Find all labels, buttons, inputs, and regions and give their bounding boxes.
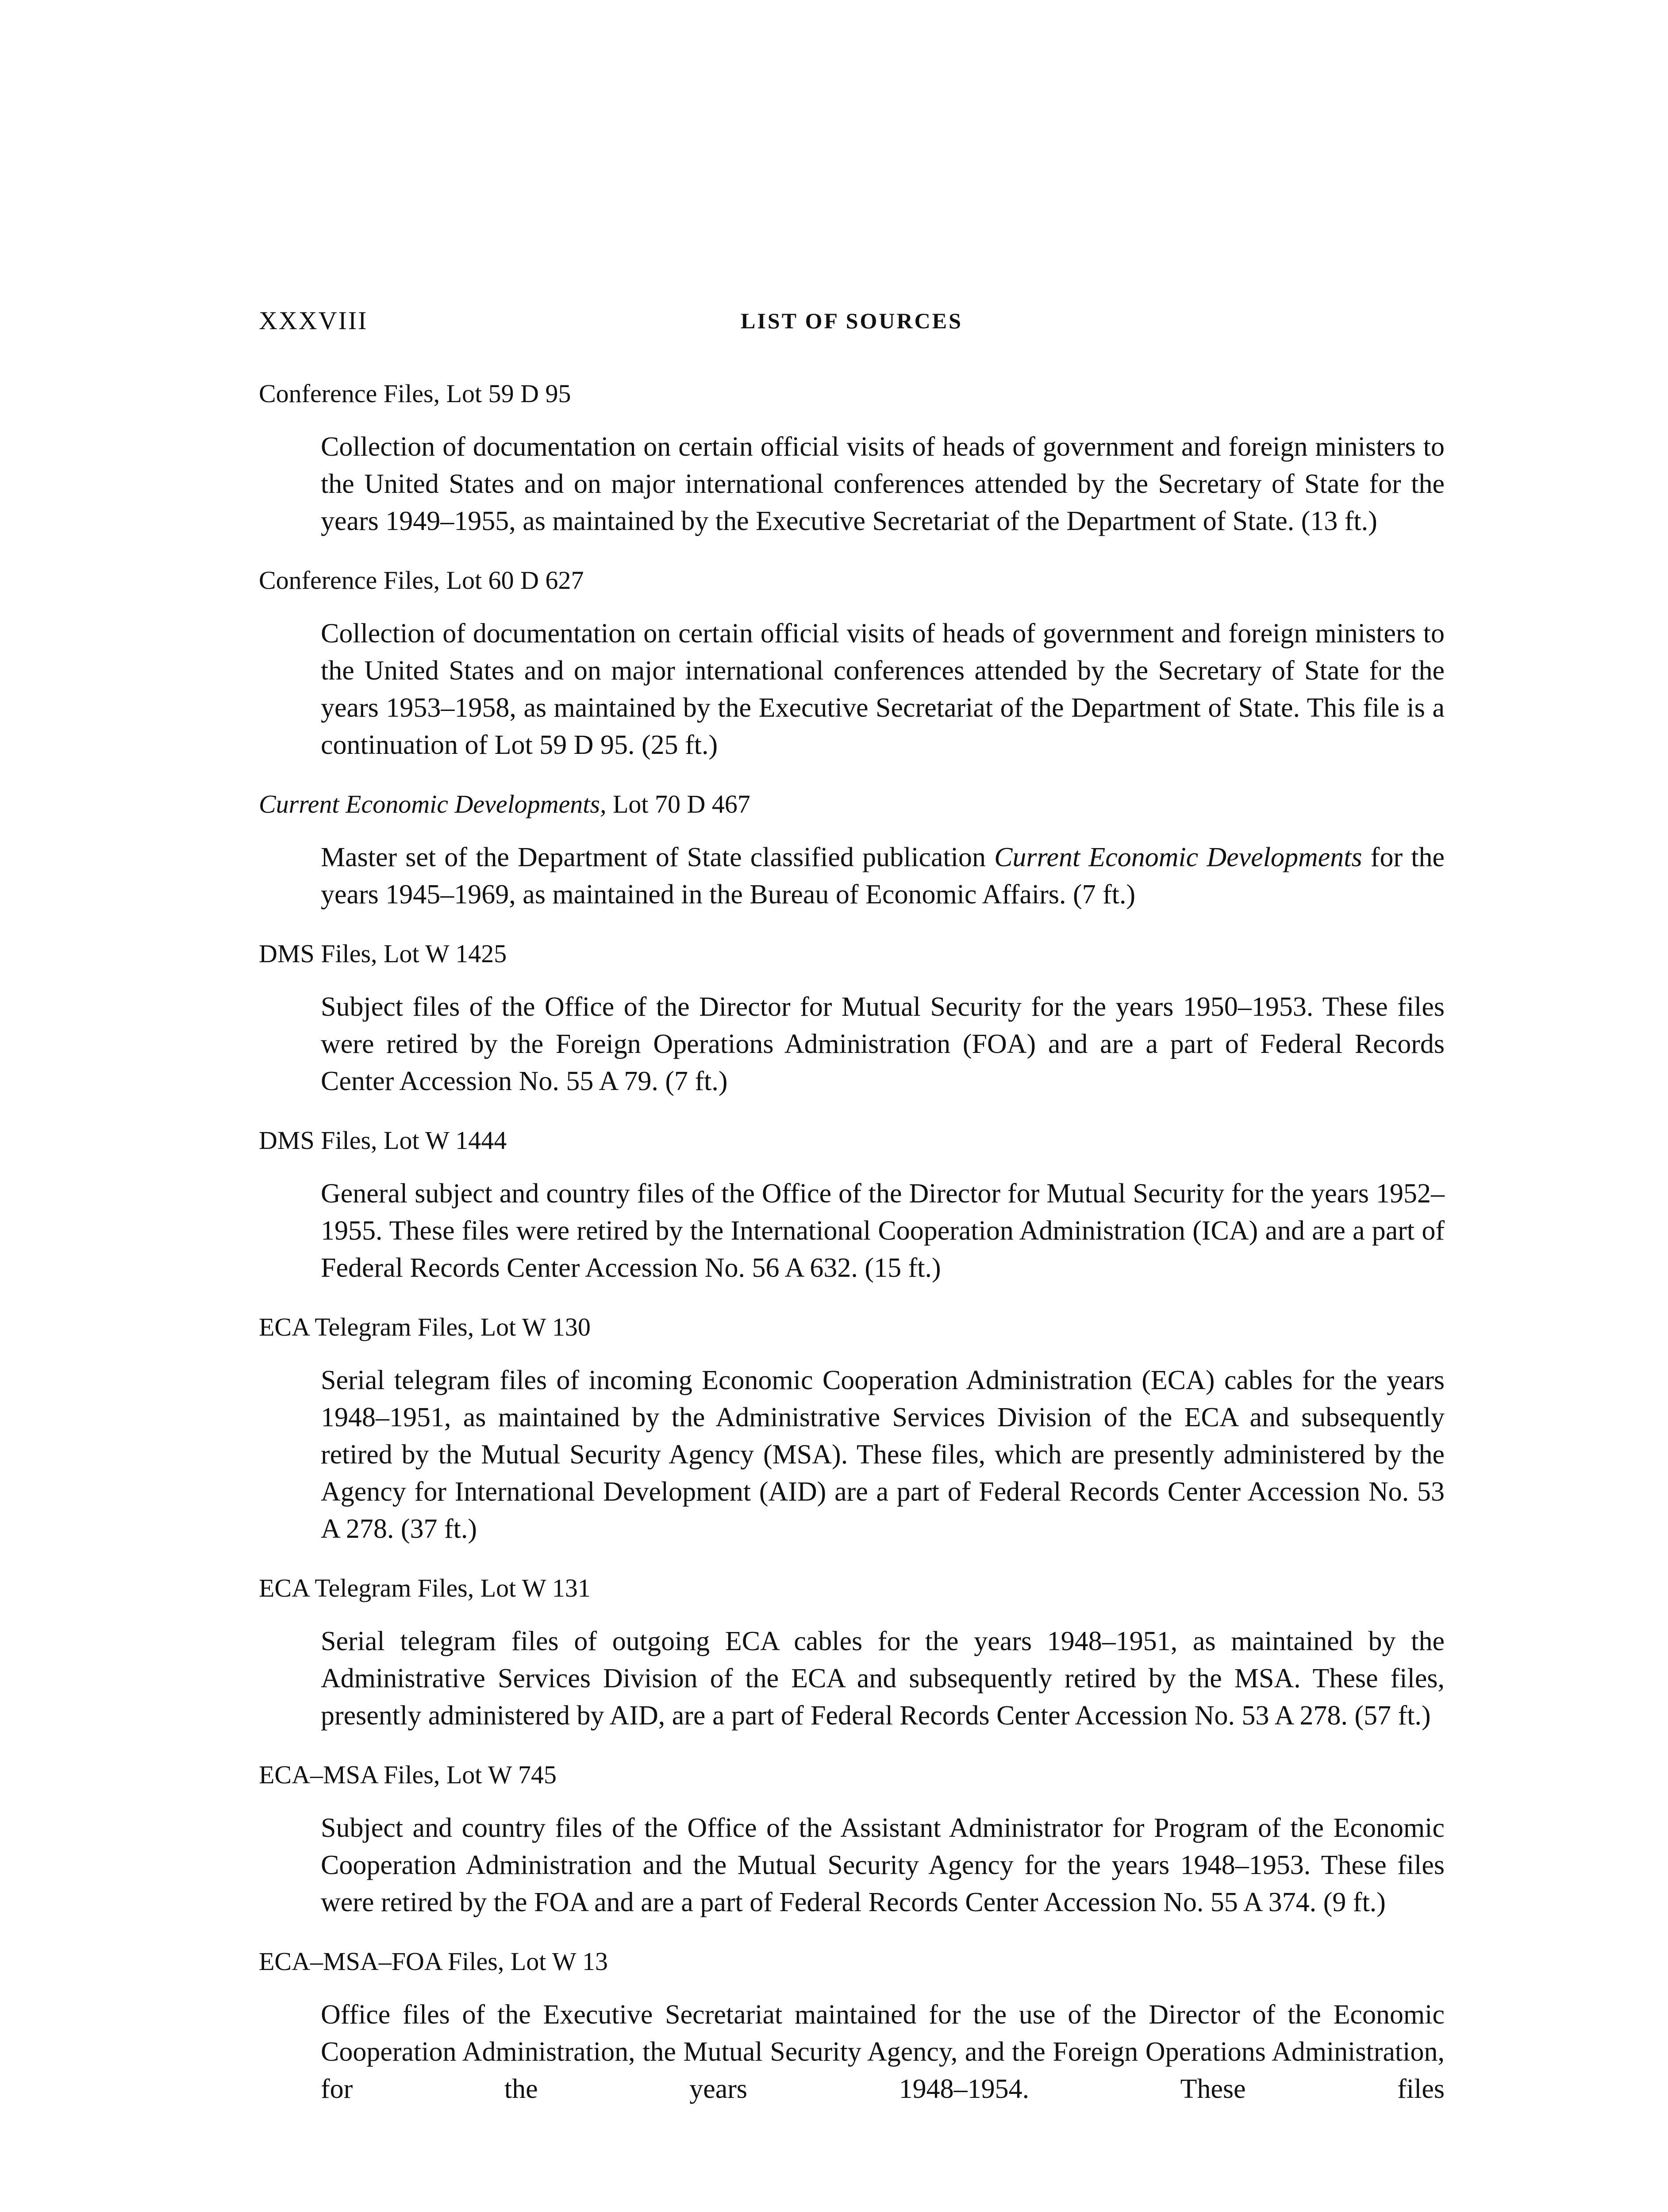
source-entry: [259, 787, 1445, 913]
running-head: [259, 305, 1445, 336]
source-entry: [259, 1571, 1445, 1734]
page-title: LIST OF SOURCES: [741, 308, 963, 333]
entry-title: Conference Files, Lot 59 D 95: [259, 379, 571, 408]
entry-description: [321, 839, 1445, 913]
source-entry: [259, 376, 1445, 540]
entry-title: DMS Files, Lot W 1425: [259, 939, 507, 968]
entry-description: Serial telegram files of outgoing ECA cables for the years 1948–1951, as maintained by the Administrative Services Division of the ECA and subsequently retired by the MSA. These files, presently administered by AID, are a part of Federal Records Center Accession No. 53 A 278. (57 ft.): [321, 1626, 1445, 1731]
entry-description: Subject files of the Office of the Director for Mutual Security for the years 1950–1953. These files were retired by the Foreign Operations Administration (FOA) and are a part of Federal Records Center Accession No. 55 A 79. (7 ft.): [321, 992, 1445, 1096]
entry-title: ECA Telegram Files, Lot W 130: [259, 1313, 591, 1341]
entry-description: Office files of the Executive Secretariat maintained for the use of the Director of the Economic Cooperation Administration, the Mutual Security Agency, and the Foreign Operations Administration, for the years 1948–1954. These files: [321, 2000, 1445, 2104]
entry-title: ECA Telegram Files, Lot W 131: [259, 1574, 591, 1602]
source-entry: [259, 563, 1445, 764]
source-entry: [259, 1123, 1445, 1286]
entry-title-rest: Lot 70 D 467: [606, 790, 750, 818]
source-entry: [259, 1757, 1445, 1921]
entry-description: General subject and country files of the Office of the Director for Mutual Security for the years 1952–1955. These files were retired by the International Cooperation Administration (ICA) and are a part of Federal Records Center Accession No. 56 A 632. (15 ft.): [321, 1179, 1445, 1283]
entry-description: Collection of documentation on certain official visits of heads of government and foreign ministers to the United States and on major international conferences attended by the Secretary of State for the years 1953–1958, as maintained by the Executive Secretariat of the Department of State. This file is a continuation of Lot 59 D 95. (25 ft.): [321, 618, 1445, 760]
entry-description-part: Master set of the Department of State classified publication: [321, 842, 995, 872]
entry-title: Conference Files, Lot 60 D 627: [259, 566, 584, 595]
entry-description: Subject and country files of the Office of the Assistant Administrator for Program of the Economic Cooperation Administration and the Mutual Security Agency for the years 1948–1953. These files were retired by the FOA and are a part of Federal Records Center Accession No. 55 A 374. (9 ft.): [321, 1813, 1445, 1917]
source-entry: [259, 1944, 1445, 2108]
entry-title: [259, 787, 1445, 822]
page-number: XXXVIII: [259, 306, 368, 335]
entry-description: Collection of documentation on certain official visits of heads of government and foreign ministers to the United States and on major international conferences attended by the Secretary of State for the years 1949–1955, as maintained by the Executive Secretariat of the Department of State. (13 ft.): [321, 432, 1445, 536]
publication-title: Current Economic Developments: [994, 842, 1362, 872]
entry-title: ECA–MSA–FOA Files, Lot W 13: [259, 1947, 608, 1976]
entry-title: ECA–MSA Files, Lot W 745: [259, 1760, 557, 1789]
entry-title: DMS Files, Lot W 1444: [259, 1126, 507, 1155]
entry-title-italic: Current Economic Developments,: [259, 790, 607, 818]
entry-description-part: for the years 1945–1969, as maintained in the Bureau of Economic Affairs. (7 ft.): [321, 842, 1445, 910]
source-entry: [259, 1310, 1445, 1548]
entry-description: Serial telegram files of incoming Economic Cooperation Administration (ECA) cables for the years 1948–1951, as maintained by the Administrative Services Division of the ECA and subsequently retired by the Mutual Security Agency (MSA). These files, which are presently administered by the Agency for International Development (AID) are a part of Federal Records Center Accession No. 53 A 278. (37 ft.): [321, 1365, 1445, 1544]
source-list: [259, 376, 1445, 2131]
source-entry: [259, 936, 1445, 1100]
